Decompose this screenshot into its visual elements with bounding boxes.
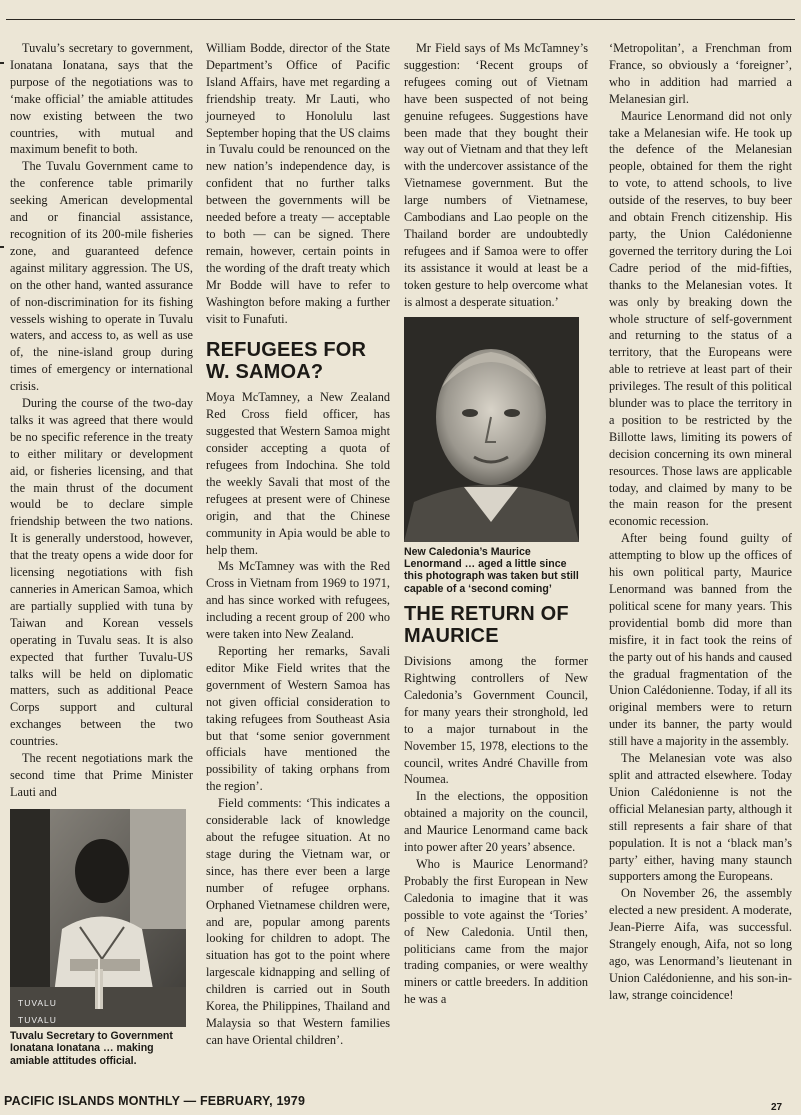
margin-mark (0, 62, 4, 64)
article-column-3 (404, 40, 588, 1008)
paragraph: Moya McTamney, a New Zealand Red Cross field officer, has suggested that Western Samoa might consider accepting a quota of refugees from Indochina. She told the weekly Savali that most of the refugees at present were of Chinese origin, and that the Chinese community in Apia would be able to help them. (206, 390, 390, 557)
paragraph: Divisions among the former Rightwing controllers of New Caledonia’s Government Council, for many years their stronghold, led to a major turnabout in the November 15, 1978, elections to the council, writes André Chaville from Noumea. (404, 654, 588, 787)
paragraph: The recent negotiations mark the second time that Prime Minister Lauti and (10, 751, 193, 799)
page-number: 27 (771, 1102, 783, 1113)
photo-ionatana (10, 809, 186, 1027)
article-column-2 (206, 40, 390, 1049)
paragraph: Mr Field says of Ms McTamney’s suggestion: ‘Recent groups of refugees coming out of Vietnam have been suspected of not being genuine refugees. Suggestions have been made that they bought their way out of Vietnam and that they left with the undercover assistance of the Vietnamese government. But the large numbers of Vietnamese, Cambodians and Lao people on the Thailand border are undoubtedly refugees and if Samoa were to offer its assistance it would at least be a token gesture to help overcome what is almost a desperate situation.’ (404, 41, 588, 309)
paragraph: Reporting her remarks, Savali editor Mike Field writes that the government of Western Samoa has not given official consideration to taking refugees from Southeast Asia but that ‘some senior government officials have mentioned the possibility of taking orphans from the region’. (206, 644, 390, 794)
paragraph: During the course of the two-day talks it was agreed that there would be no specific reference in the treaty to either military or development aid, or fisheries licensing, and that the main thrust of the document would be to declare simple friendship between the two nations. It is generally understood, however, that the treaty opens a wide door for licensing negotiations with fish canneries in American Samoa, which are partially supplied with tuna by Taiwan and Korean vessels operating in Tuvalu seas. It is also expected that further Tuvalu-US talks will be held on diplomatic matters, such as additional Peace Corps support and cultural exchanges between the two countries. (10, 396, 193, 749)
photo-caption: Tuvalu Secretary to Government Ionatana Ionatana … making amiable attitudes official. (10, 1029, 173, 1067)
paragraph: In the elections, the opposition obtained a majority on the council, and Maurice Lenormand came back into power after 20 years’ absence. (404, 789, 588, 855)
article-column-1 (10, 40, 193, 1067)
photo-lenormand (404, 317, 579, 542)
paragraph: On November 26, the assembly elected a new president. A moderate, Jean-Pierre Aifa, was successful. Strangely enough, Aifa, not so long ago, was Lenormand’s lieutenant in Union Calédonienne, and his son-in-law, strange coincidence! (609, 886, 792, 1002)
headline-refugees: REFUGEES FOR W. SAMOA? (206, 339, 367, 384)
paragraph: Maurice Lenormand did not only take a Melanesian wife. He took up the defence of the Melanesian people, obtained for them the right to vote, to attend schools, to live outside of the reserves, to buy beer and obtain French citizenship. His party, the Union Calédonienne governed the territory during the Loi Cadre period of the mid-fifties, thanks to the Melanesian votes. It was only by breaking down the whole structure of self-government and returning to the status of a territory, that the Europeans were able to retrieve at least part of their privileges. The result of this political blunder was to place the territory in a position to be restricted by the Billotte laws, limiting its powers of decision concerning its own mineral resources. Those laws are applicable today, and claimed by many to be the main reason for the present economic recession. (609, 108, 792, 529)
paragraph: After being found guilty of attempting to blow up the offices of his own political party, Maurice Lenormand was banned from the political scene for many years. This providential bomb did more than misfire, it in fact took the reins of the party out of his hands and caused the gradual fragmentation of the Union Calédonienne. Today, if all its original members were to return under its banner, the party would still have a majority in the assembly. (609, 531, 792, 749)
paragraph: William Bodde, director of the State Department’s Office of Pacific Island Affairs, have met regarding a friendship treaty. Mr Lauti, who journeyed to Honolulu last September hoping that the US claims in Tuvalu could be renounced on the new nation’s independence day, is confident that no further talks between the governments will be needed before a treaty — acceptable to both — can be signed. There remain, however, certain points in the wording of the draft treaty which Mr Bodde will have to refer to Washington before making a further visit to Funafuti. (206, 41, 390, 326)
paragraph: ‘Metropolitan’, a Frenchman from France, so obviously a ‘foreigner’, who in addition had married a Melanesian girl. (609, 41, 792, 106)
paragraph: Who is Maurice Lenormand? Probably the first European in New Caledonia to imagine that it was possible to vote against the ‘Tories’ of New Caledonia. Until then, politicians came from the major trading companies, or were wealthy miners or cattle breeders. In addition he was a (404, 857, 588, 1007)
publication-footer: PACIFIC ISLANDS MONTHLY — FEBRUARY, 1979 (4, 1094, 306, 1108)
article-column-4 (609, 40, 792, 1004)
paragraph: Field comments: ‘This indicates a considerable lack of knowledge about the refugee situation. At no stage during the Vietnam war, or since, has there ever been a large number of refugee orphans. Orphaned Vietnamese children were, and are, popular among parents looking for children to adopt. The situation has got to the point where largescale kidnapping and selling of children is carried out in South Korea, the Philippines, Thailand and Malaysia so that Western families can have Oriental children’. (206, 796, 390, 1047)
headline-return-of-maurice: THE RETURN OF MAURICE (404, 603, 569, 648)
paragraph: Tuvalu’s secretary to government, Ionatana Ionatana, says that the purpose of the negotiations was to ‘make official’ the amiable attitudes now existing between the two countries, with mutual and maximum benefit to both. (10, 41, 193, 157)
margin-mark (0, 246, 4, 248)
paragraph: The Tuvalu Government came to the conference table primarily seeking American developmental and or financial assistance, recognition of its 200-mile fisheries zone, and guaranteed defence against military aggression. The US, on the other hand, wanted assurance of non-discrimination for its fishing vessels wishing to operate in Tuvalu waters, and access to, as well as use of, the nine-island group during times of emergency or international crisis. (10, 159, 193, 394)
paragraph: Ms McTamney was with the Red Cross in Vietnam from 1969 to 1971, and has since worked with refugees, including a recent group of 200 who were taken into New Zealand. (206, 559, 390, 642)
paragraph: The Melanesian vote was also split and attracted elsewhere. Today Union Calédonienne is not the official Melanesian party, although it still represents a fair share of that population. It is not a ‘black man’s party’ either, having many staunch supporters among the Europeans. (609, 751, 792, 884)
photo-caption: New Caledonia’s Maurice Lenormand … aged a little since this photograph was taken but still capable of a ‘second coming’ (404, 545, 579, 595)
photo-sign-text: TUVALU (18, 997, 57, 1008)
top-rule (6, 19, 795, 20)
photo-sign-text: TUVALU (18, 1014, 57, 1025)
